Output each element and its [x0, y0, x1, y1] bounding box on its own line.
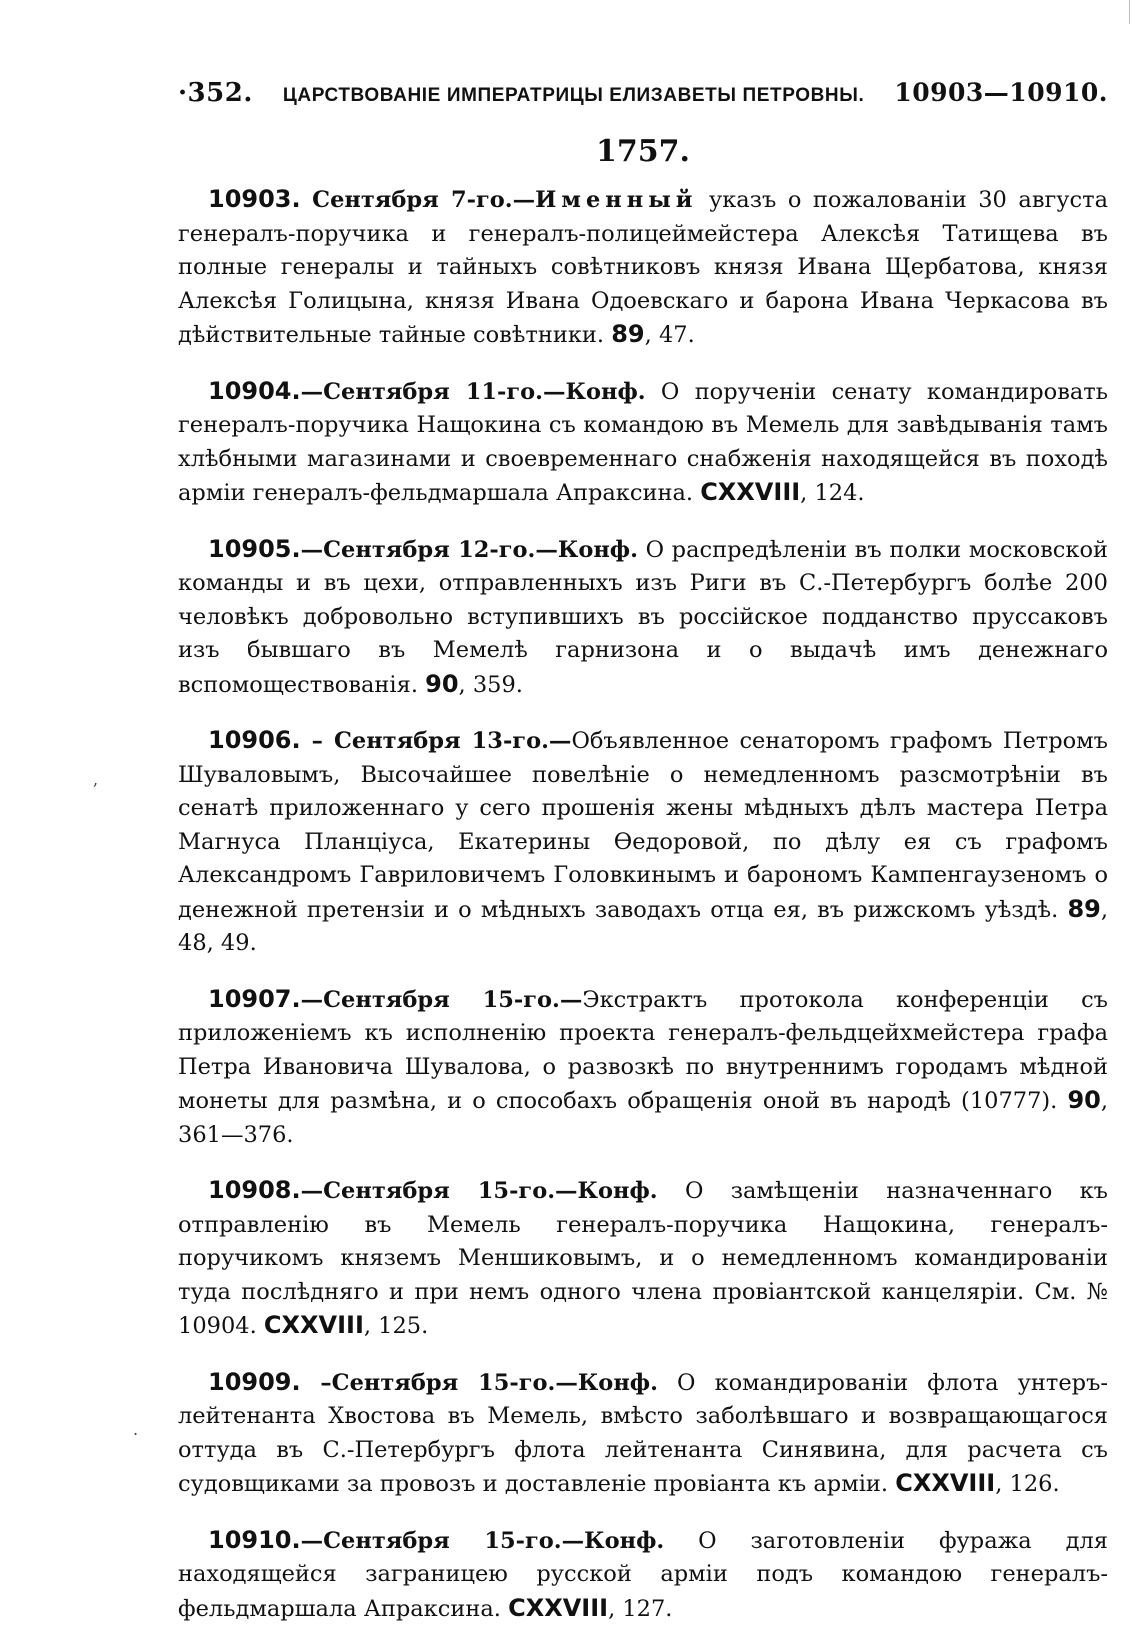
page-content: [178, 78, 1108, 1648]
entry-date: —Сентября 15-го.—: [300, 1527, 585, 1554]
page-number: ·352.: [178, 78, 253, 108]
entry-date: —Сентября 12-го.—: [300, 536, 558, 563]
entry-10910: [178, 1524, 1108, 1627]
entry-text: О распредѣленіи въ полки московской команды и въ цехи, отправленныхъ изъ Риги въ С.-Петербургъ болѣе 200 человѣкъ добровольно вступившихъ въ россійское подданство пруссаковъ изъ бывшаго въ Мемелѣ гарнизона и о выдачѣ имъ денежнаго вспомоществованія.: [178, 536, 1108, 698]
entry-pages: , 48, 49.: [178, 896, 1108, 956]
entry-number: 10903.: [208, 185, 301, 213]
entry-10909: [178, 1366, 1108, 1502]
entry-kind: Конф.: [584, 1527, 665, 1554]
entry-number: 10904.: [208, 376, 301, 405]
entry-date: – Сентября 13-го.—: [300, 728, 572, 754]
entry-text: О порученіи сенату командировать генералъ-поручика Нащокина съ командою въ Мемель для завѣдыванія тамъ хлѣбными магазинами и своевременнаго снабженія находящейся въ походѣ арміи генералъ-фельдмаршала Апраксина.: [178, 378, 1109, 506]
entry-pages: , 47.: [644, 322, 695, 348]
entry-number: 10910.: [208, 1525, 301, 1554]
entry-pages: , 126.: [995, 1471, 1060, 1497]
entry-pages: , 127.: [608, 1595, 673, 1622]
entry-kind: Конф.: [577, 1369, 658, 1396]
entry-10906: [178, 724, 1108, 961]
entry-volume-ref: CXXVIII: [895, 1469, 996, 1497]
entry-date: —Сентября 15-го.—: [300, 986, 583, 1013]
entry-number: 10909.: [208, 1367, 301, 1396]
entry-number: 10908.: [208, 1176, 301, 1204]
entry-kind: Конф.: [565, 378, 646, 405]
year-heading: 1757.: [596, 134, 690, 169]
running-head: [178, 78, 1108, 108]
entry-number: 10905.: [208, 534, 301, 563]
entry-date: —Сентября 11-го.—: [300, 378, 566, 405]
entry-pages: , 124.: [800, 480, 865, 506]
entry-volume-ref: CXXVIII: [508, 1593, 609, 1622]
entry-volume-ref: 90: [1067, 1086, 1101, 1114]
entry-number: 10907.: [208, 984, 301, 1013]
page-edge-mark: [1129, 0, 1130, 24]
entry-range: 10903—10910.: [894, 78, 1108, 107]
stray-mark: .: [133, 1420, 139, 1439]
entry-volume-ref: 90: [425, 669, 459, 698]
entry-10903: [178, 183, 1108, 353]
entry-text: указъ о пожалованіи 30 августа генералъ-поручика и генералъ-полицеймейстера Алексѣя Татищева въ полные генералы и тайныхъ совѣтниковъ князя Ивана Щербатова, князя Алексѣя Голицына, князя Ивана Одоевскаго и барона Ивана Черкасова въ дѣйствительные тайные совѣтники.: [178, 187, 1108, 348]
entry-pages: , 125.: [363, 1313, 429, 1339]
entry-10905: [178, 533, 1108, 703]
entry-pages: , 359.: [458, 671, 523, 698]
entry-text: О замѣщеніи назначеннаго къ отправленію въ Мемель генералъ-поручика Нащокина, генералъ-поручикомъ княземъ Меншиковымъ, и о немедленномъ командированіи туда послѣдняго и при немъ одного члена провіантской канцеляріи. См. № 10904.: [178, 1178, 1108, 1339]
entry-10904: [178, 375, 1108, 511]
entry-kind: Конф.: [577, 1178, 658, 1204]
entry-volume-ref: CXXVIII: [700, 478, 801, 506]
entry-date: —Сентября 15-го.—: [300, 1178, 578, 1204]
entry-number: 10906.: [208, 726, 301, 754]
stray-mark: ,: [93, 770, 99, 789]
entry-volume-ref: 89: [611, 320, 645, 348]
entry-text: О командированіи флота унтеръ-лейтенанта Хвостова въ Мемель, вмѣсто заболѣвшаго и возвращающагося оттуда въ С.-Петербургъ флота лейтенанта Синявина, для расчета съ судовщиками за провозъ и доставленіе провіанта къ арміи.: [178, 1369, 1108, 1497]
running-title: ЦАРСТВОВАНІЕ ИМПЕРАТРИЦЫ ЕЛИЗАВЕТЫ ПЕТРОВНЫ.: [282, 85, 865, 106]
entry-kind: Именный: [535, 187, 698, 213]
entry-kind: Конф.: [557, 536, 638, 563]
entry-volume-ref: CXXVIII: [263, 1311, 364, 1339]
entry-10907: [178, 983, 1108, 1153]
entry-10908: [178, 1174, 1108, 1344]
entry-volume-ref: 89: [1067, 894, 1101, 923]
entry-date: Сентября 7-го.—: [312, 187, 536, 213]
entry-text: Объявленное сенаторомъ графомъ Петромъ Шуваловымъ, Высочайшее повелѣніе о немедленномъ разсмотрѣніи въ сенатѣ приложеннаго у сего прошенія жены мѣдныхъ дѣлъ мастера Петра Магнуса Планціуса, Екатерины Ѳедоровой, по дѣлу ея съ графомъ Александромъ Гавриловичемъ Головкинымъ и барономъ Кампенгаузеномъ о денежной претензіи и о мѣдныхъ заводахъ отца ея, въ рижскомъ уѣздѣ.: [178, 728, 1108, 923]
entry-text: Экстрактъ протокола конференціи съ приложеніемъ къ исполненію проекта генералъ-фельдцейхмейстера графа Петра Ивановича Шувалова, о развозкѣ по внутреннимъ городамъ мѣдной монеты для размѣна, и о способахъ обращенія оной въ народѣ (10777).: [178, 986, 1108, 1114]
entry-date: –Сентября 15-го.—: [300, 1369, 578, 1396]
entry-pages: , 361—376.: [178, 1088, 1108, 1148]
entry-text: О заготовленіи фуража для находящейся заграницею русской арміи подъ командою генералъ-фельдмаршала Апраксина.: [178, 1527, 1108, 1622]
